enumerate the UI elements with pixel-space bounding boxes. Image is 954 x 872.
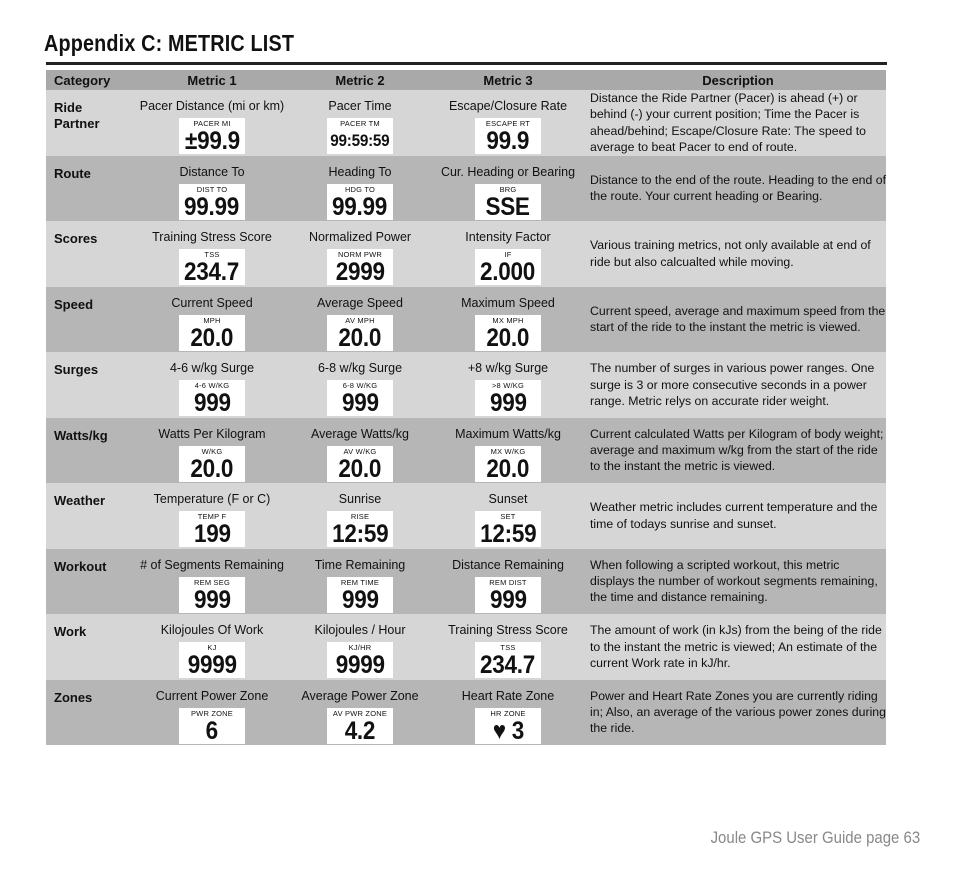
display-value: 2999 bbox=[335, 258, 385, 285]
table-row bbox=[46, 549, 886, 615]
metric-display bbox=[179, 511, 245, 547]
metric-display bbox=[475, 708, 541, 744]
category-label: Watts/kg bbox=[54, 427, 108, 443]
table-row bbox=[46, 418, 886, 484]
display-label: W/KG bbox=[201, 446, 223, 456]
display-value: ±99.9 bbox=[184, 127, 240, 154]
metric-cell bbox=[434, 352, 582, 418]
metric-display bbox=[327, 642, 393, 678]
display-value: 234.7 bbox=[480, 651, 536, 678]
metric-name: Kilojoules Of Work bbox=[160, 623, 264, 637]
display-label: 4-6 W/KG bbox=[194, 381, 230, 390]
page-title: Appendix C: METRIC LIST bbox=[44, 30, 295, 56]
display-label: PACER MI bbox=[193, 119, 231, 128]
table-row bbox=[46, 156, 886, 222]
metric-name: Escape/Closure Rate bbox=[448, 99, 568, 113]
metric-description: Current calculated Watts per Kilogram of body weight; average and maximum w/kg from the start of the ride to the instant the metric is viewed. bbox=[590, 426, 884, 474]
table-row bbox=[46, 680, 886, 746]
display-value: 20.0 bbox=[338, 454, 382, 482]
metric-name: Intensity Factor bbox=[465, 230, 551, 244]
metric-cell bbox=[434, 90, 582, 156]
metric-cell bbox=[286, 221, 434, 287]
display-label: TSS bbox=[500, 643, 516, 652]
metric-display bbox=[475, 118, 541, 154]
metric-cell bbox=[138, 156, 286, 222]
metric-cell bbox=[434, 221, 582, 287]
metric-description: Various training metrics, not only available at end of ride but also calcualted while moving. bbox=[590, 238, 871, 269]
display-value: 20.0 bbox=[338, 323, 382, 351]
display-value: SSE bbox=[485, 192, 531, 220]
metric-display bbox=[327, 708, 393, 744]
display-label: PACER TM bbox=[340, 119, 380, 128]
display-value: 20.0 bbox=[486, 454, 530, 482]
header-metric-1: Metric 1 bbox=[187, 72, 237, 88]
title-rule bbox=[46, 62, 887, 65]
metric-cell bbox=[138, 418, 286, 484]
display-value: 999 bbox=[193, 389, 231, 416]
metric-cell bbox=[138, 680, 286, 746]
metric-name: Temperature (F or C) bbox=[153, 492, 271, 506]
metric-cell bbox=[138, 287, 286, 353]
display-value: 99.99 bbox=[332, 192, 388, 220]
display-value: 2.000 bbox=[480, 258, 536, 285]
metric-display bbox=[475, 642, 541, 678]
metric-display bbox=[179, 249, 245, 285]
display-label: KJ/HR bbox=[348, 643, 372, 652]
metric-cell bbox=[434, 287, 582, 353]
metric-cell bbox=[138, 549, 286, 615]
metric-name: Maximum Watts/kg bbox=[455, 426, 561, 441]
metric-display bbox=[475, 380, 541, 416]
display-value: 12:59 bbox=[331, 520, 389, 547]
display-value: 999 bbox=[193, 585, 231, 613]
metric-display bbox=[327, 446, 393, 482]
display-label: PWR ZONE bbox=[190, 708, 233, 718]
metric-display bbox=[179, 446, 245, 482]
display-value: 234.7 bbox=[184, 258, 240, 285]
metric-table bbox=[46, 70, 886, 745]
metric-display bbox=[179, 184, 245, 220]
metric-display bbox=[179, 315, 245, 351]
category-label: Work bbox=[54, 624, 87, 639]
display-label: MX MPH bbox=[492, 315, 524, 325]
display-value: 6 bbox=[205, 716, 219, 744]
display-label: AV MPH bbox=[345, 315, 375, 325]
metric-cell bbox=[138, 352, 286, 418]
category-label: Ride Partner bbox=[54, 100, 100, 131]
metric-display bbox=[327, 380, 393, 416]
metric-cell bbox=[138, 90, 286, 156]
metric-cell bbox=[434, 614, 582, 680]
metric-display bbox=[327, 249, 393, 285]
metric-name: Watts Per Kilogram bbox=[158, 426, 266, 441]
display-value: 99:59:59 bbox=[330, 131, 390, 150]
metric-display bbox=[179, 118, 245, 154]
metric-display bbox=[327, 577, 393, 613]
metric-name: Normalized Power bbox=[308, 230, 412, 244]
display-label: 6-8 W/KG bbox=[342, 381, 378, 390]
metric-cell bbox=[434, 483, 582, 549]
metric-display bbox=[475, 315, 541, 351]
display-value: 99.99 bbox=[184, 192, 240, 220]
header-description: Description bbox=[702, 72, 774, 88]
metric-name: +8 w/kg Surge bbox=[467, 361, 549, 375]
metric-cell bbox=[434, 680, 582, 746]
page-footer: Joule GPS User Guide page 63 bbox=[710, 828, 920, 847]
metric-cell bbox=[434, 156, 582, 222]
metric-cell bbox=[286, 483, 434, 549]
table-row bbox=[46, 352, 886, 418]
display-value: 9999 bbox=[187, 651, 237, 678]
metric-description: The number of surges in various power ranges. One surge is 3 or more consecutive seconds in a power range. Metric relys on accurate rider weight. bbox=[590, 361, 875, 408]
category-label: Surges bbox=[54, 362, 99, 377]
metric-description: Distance the Ride Partner (Pacer) is ahead (+) or behind (-) your current position; Time the Pacer is ahead/behind; Escape/Closure Rate: The speed to average to beat Pacer to end of route. bbox=[590, 91, 866, 155]
metric-display bbox=[327, 184, 393, 220]
metric-name: Average Power Zone bbox=[301, 688, 419, 703]
header-metric-2: Metric 2 bbox=[335, 72, 385, 88]
metric-description: Distance to the end of the route. Heading to the end of the route. Your current heading or Bearing. bbox=[590, 172, 887, 204]
display-value: 999 bbox=[341, 389, 379, 416]
display-label: NORM PWR bbox=[337, 250, 383, 259]
metric-name: Cur. Heading or Bearing bbox=[440, 164, 576, 179]
metric-cell bbox=[434, 418, 582, 484]
table-row bbox=[46, 90, 886, 156]
metric-description: When following a scripted workout, this metric displays the number of workout segments remaining, the time and distance remaining. bbox=[590, 557, 878, 605]
header-category: Category bbox=[54, 72, 111, 88]
table-header bbox=[46, 70, 886, 90]
metric-display bbox=[179, 642, 245, 678]
metric-display bbox=[179, 708, 245, 744]
metric-description: Weather metric includes current temperature and the time of todays sunrise and sunset. bbox=[590, 500, 878, 531]
display-value: 20.0 bbox=[190, 323, 234, 351]
display-label: HR ZONE bbox=[490, 708, 526, 718]
display-value: 999 bbox=[489, 585, 527, 613]
metric-name: Current Power Zone bbox=[155, 688, 269, 703]
metric-name: Pacer Time bbox=[328, 99, 392, 113]
metric-name: Sunrise bbox=[338, 492, 382, 506]
display-label: HDG TO bbox=[344, 184, 376, 194]
display-label: MX W/KG bbox=[490, 446, 526, 456]
metric-description: Power and Heart Rate Zones you are currently riding in; Also, an average of the various power zones during the ride. bbox=[590, 688, 886, 736]
table-row bbox=[46, 221, 886, 287]
metric-display bbox=[475, 184, 541, 220]
metric-name: Maximum Speed bbox=[461, 295, 555, 310]
display-value: 20.0 bbox=[190, 454, 234, 482]
display-value: 20.0 bbox=[486, 323, 530, 351]
metric-display bbox=[475, 511, 541, 547]
metric-name: Heart Rate Zone bbox=[461, 688, 555, 703]
metric-display bbox=[179, 380, 245, 416]
display-value: 199 bbox=[193, 520, 231, 547]
display-label: TEMP F bbox=[197, 512, 227, 521]
metric-name: Distance To bbox=[179, 164, 245, 179]
display-label: >8 W/KG bbox=[491, 381, 525, 390]
display-value: 9999 bbox=[335, 651, 385, 678]
display-value: ♥ 3 bbox=[492, 716, 524, 744]
display-label: SET bbox=[500, 512, 516, 521]
metric-display bbox=[475, 577, 541, 613]
metric-display bbox=[179, 577, 245, 613]
display-label: BRG bbox=[499, 184, 517, 194]
display-value: 99.9 bbox=[486, 127, 530, 154]
metric-name: Sunset bbox=[488, 492, 528, 506]
display-value: 999 bbox=[341, 585, 379, 613]
category-label: Speed bbox=[54, 296, 94, 312]
display-label: ESCAPE RT bbox=[485, 119, 531, 128]
metric-cell bbox=[286, 156, 434, 222]
metric-name: Kilojoules / Hour bbox=[314, 623, 406, 637]
metric-description: Current speed, average and maximum speed from the start of the ride to the instant the metric is viewed. bbox=[590, 303, 886, 335]
metric-name: 4-6 w/kg Surge bbox=[169, 361, 255, 375]
display-value: 4.2 bbox=[344, 716, 376, 744]
display-label: IF bbox=[504, 250, 512, 259]
header-metric-3: Metric 3 bbox=[483, 72, 533, 88]
display-value: 999 bbox=[489, 389, 527, 416]
table-row bbox=[46, 287, 886, 353]
metric-cell bbox=[286, 90, 434, 156]
metric-display bbox=[327, 511, 393, 547]
metric-name: Pacer Distance (mi or km) bbox=[139, 99, 285, 113]
display-label: AV W/KG bbox=[343, 446, 377, 456]
category-label: Weather bbox=[54, 493, 106, 508]
metric-cell bbox=[286, 287, 434, 353]
display-label: REM TIME bbox=[340, 577, 380, 587]
metric-name: Average Speed bbox=[317, 295, 403, 310]
category-label: Workout bbox=[54, 558, 107, 574]
table-row bbox=[46, 614, 886, 680]
display-label: AV PWR ZONE bbox=[332, 708, 388, 718]
metric-name: Average Watts/kg bbox=[311, 426, 409, 441]
metric-name: Distance Remaining bbox=[452, 557, 564, 572]
metric-name: # of Segments Remaining bbox=[140, 557, 284, 572]
metric-cell bbox=[286, 352, 434, 418]
metric-name: Training Stress Score bbox=[448, 623, 568, 637]
metric-display bbox=[327, 315, 393, 351]
display-label: REM DIST bbox=[489, 577, 527, 587]
metric-cell bbox=[286, 614, 434, 680]
display-label: MPH bbox=[203, 315, 221, 325]
metric-description: The amount of work (in kJs) from the being of the ride to the instant the metric is viewed; An estimate of the current Work rate in kJ/hr. bbox=[590, 623, 882, 670]
display-label: RISE bbox=[350, 512, 370, 521]
category-label: Route bbox=[54, 165, 91, 181]
metric-name: Current Speed bbox=[171, 295, 253, 310]
metric-name: Heading To bbox=[328, 164, 392, 179]
display-label: TSS bbox=[204, 250, 220, 259]
metric-cell bbox=[286, 418, 434, 484]
metric-cell bbox=[286, 680, 434, 746]
metric-name: 6-8 w/kg Surge bbox=[317, 361, 403, 375]
table-row bbox=[46, 483, 886, 549]
metric-cell bbox=[138, 483, 286, 549]
metric-cell bbox=[434, 549, 582, 615]
metric-display bbox=[475, 249, 541, 285]
display-label: DIST TO bbox=[196, 184, 228, 194]
category-label: Zones bbox=[54, 689, 93, 705]
metric-name: Time Remaining bbox=[314, 557, 406, 572]
metric-cell bbox=[286, 549, 434, 615]
metric-cell bbox=[138, 614, 286, 680]
metric-display bbox=[327, 118, 393, 154]
display-label: KJ bbox=[207, 643, 217, 652]
category-label: Scores bbox=[54, 231, 98, 246]
metric-cell bbox=[138, 221, 286, 287]
metric-display bbox=[475, 446, 541, 482]
display-label: REM SEG bbox=[194, 577, 230, 587]
metric-name: Training Stress Score bbox=[152, 230, 272, 244]
display-value: 12:59 bbox=[479, 520, 537, 547]
